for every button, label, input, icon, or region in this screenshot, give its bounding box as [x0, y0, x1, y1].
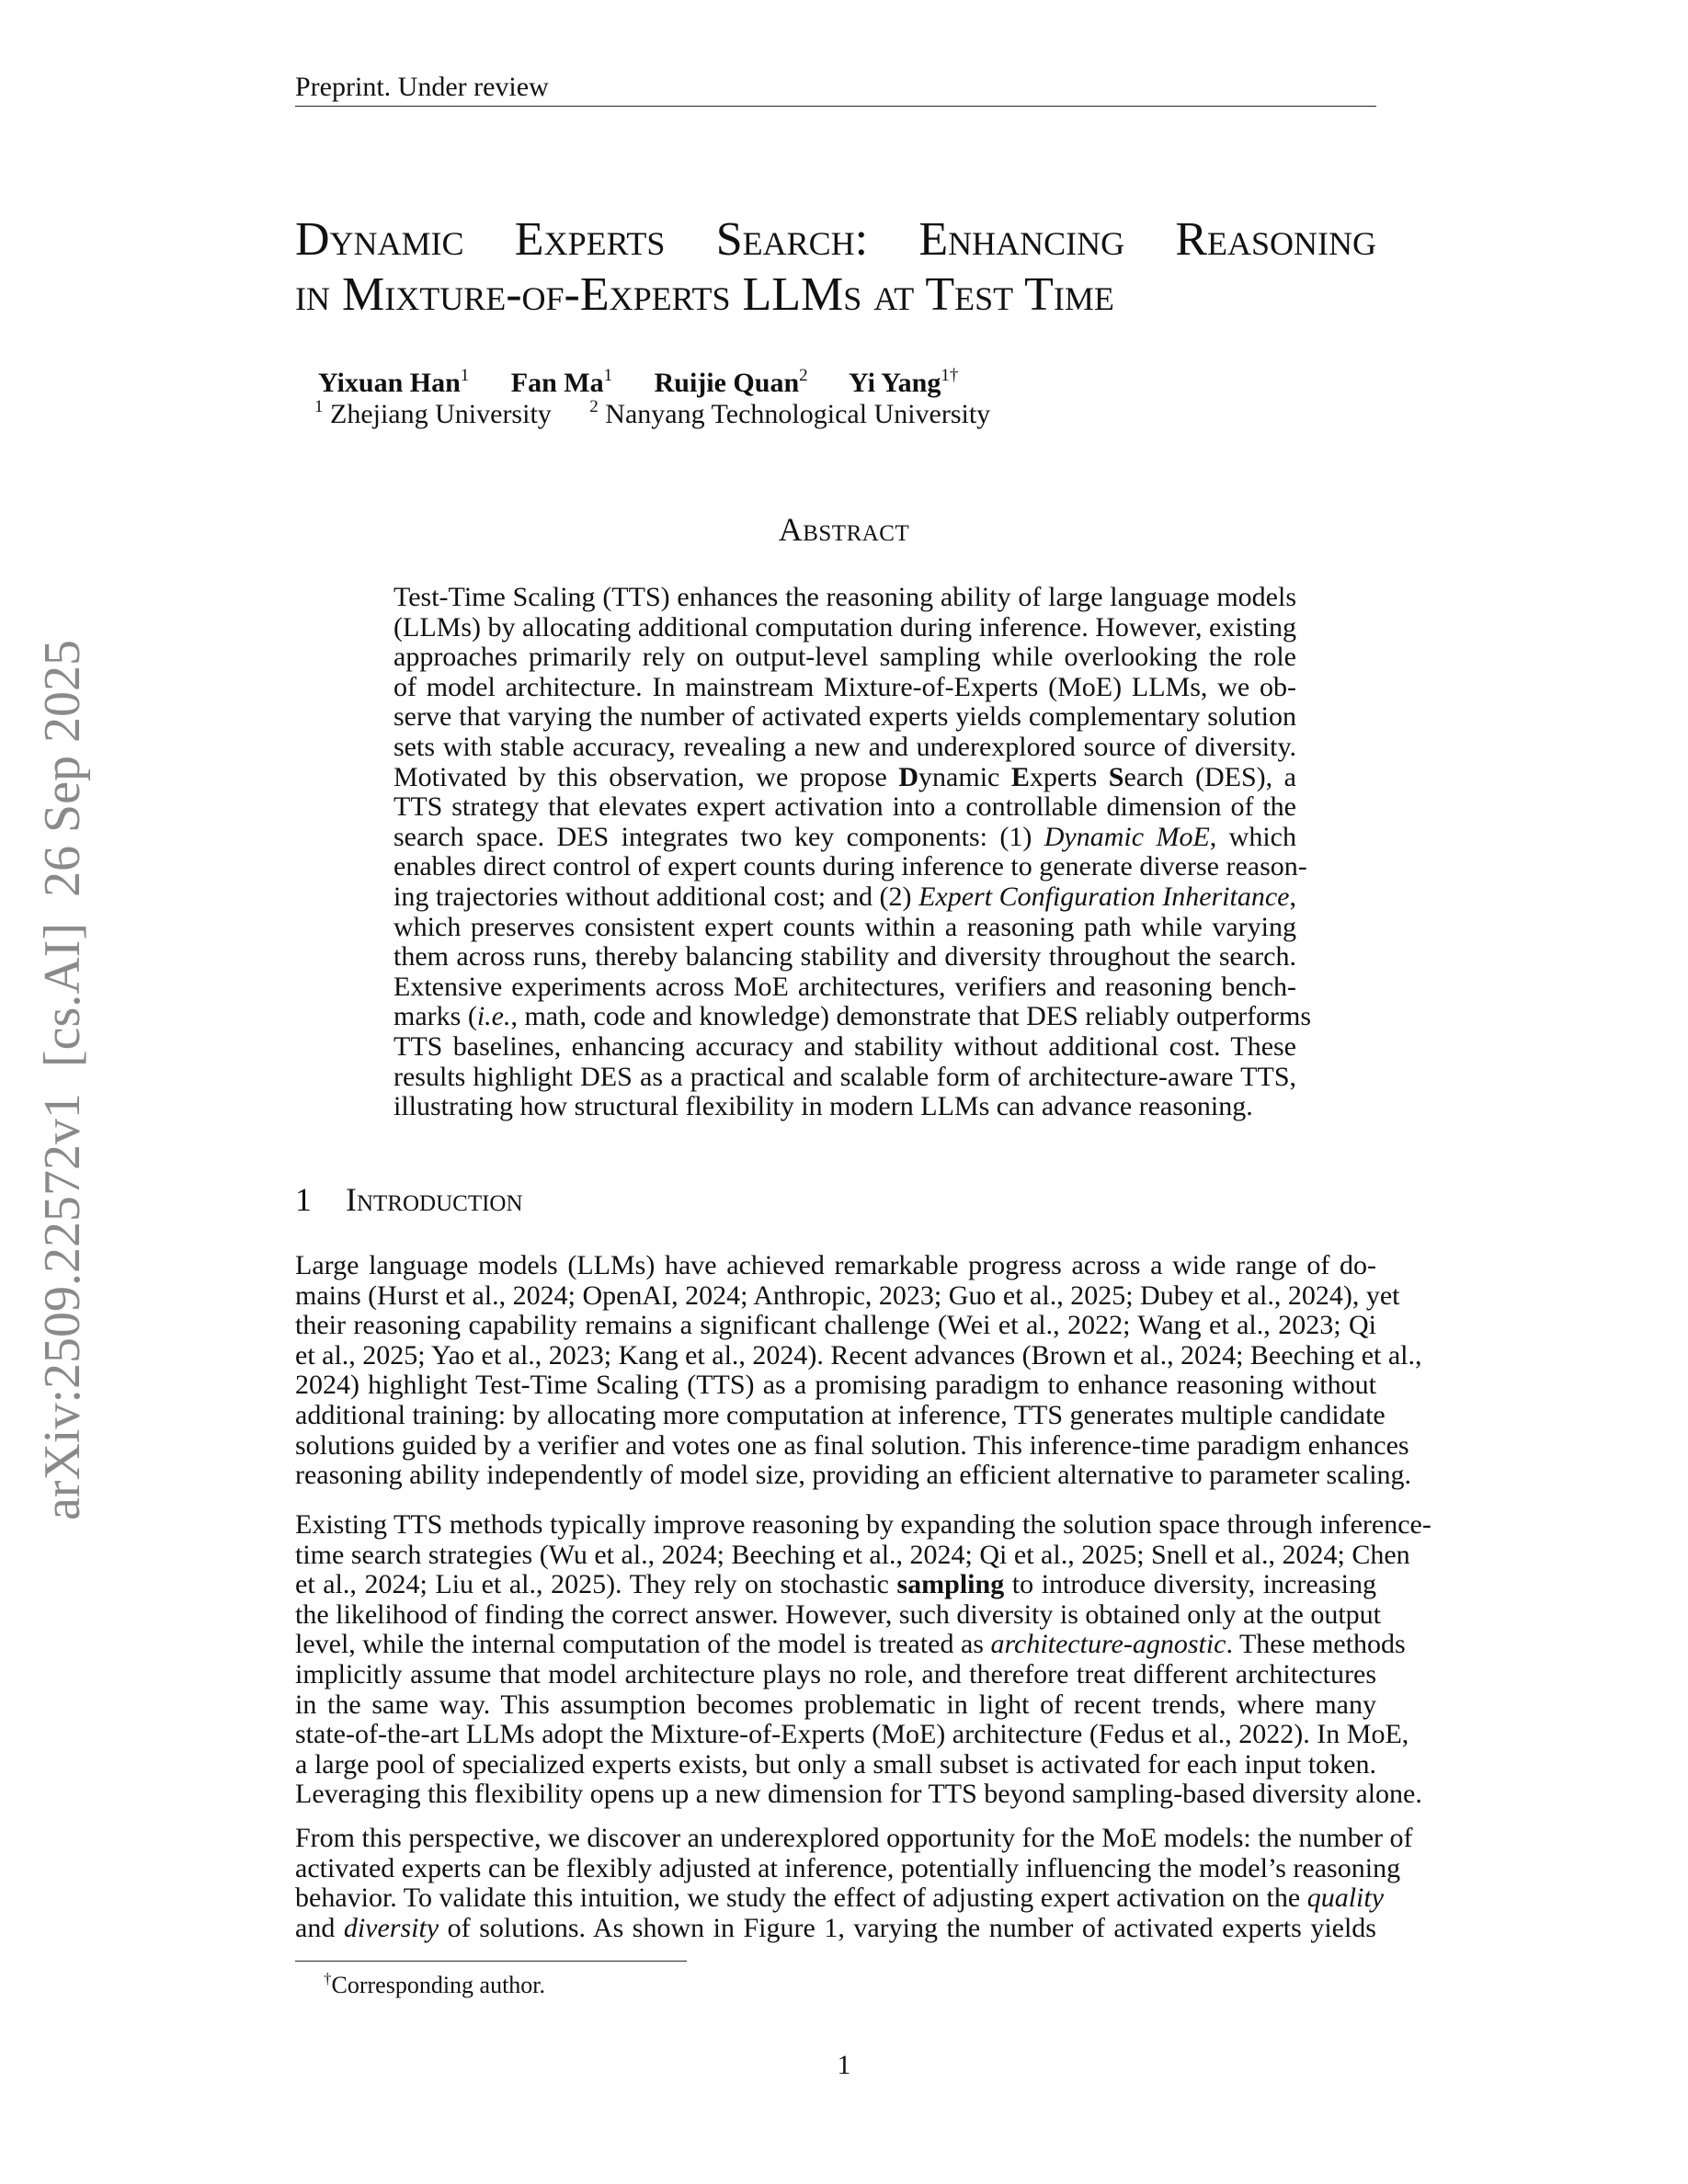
author [849, 368, 958, 398]
affiliation [314, 399, 552, 429]
italic-text: Dynamic MoE [1044, 821, 1210, 852]
author-name: Yixuan Han [318, 368, 461, 398]
text-run: Extensive experiments across MoE architectures, verifiers and reasoning bench- [393, 971, 1296, 1002]
paper-title-line-2: in Mixture-of-Experts LLMs at Test Time [295, 268, 1114, 321]
text-line [295, 1883, 1385, 1914]
text-line [393, 851, 1307, 882]
text-line [393, 1001, 1312, 1032]
text-line [393, 613, 1296, 643]
text-line [295, 1371, 1376, 1401]
section-title: Introduction [346, 1181, 523, 1218]
affiliation [589, 399, 990, 429]
text-run: Leveraging this flexibility opens up a new dimension for TTS beyond sampling-based diversity alone. [295, 1779, 1422, 1810]
text-line [295, 1280, 1400, 1312]
text-run: which preserves consistent expert counts within a reasoning path while varying [393, 911, 1296, 942]
text-line [393, 823, 1296, 853]
paper-title-line-1: Dynamic Experts Search: Enhancing Reasoning [295, 213, 1376, 266]
text-run: (LLMs) by allocating additional computation during inference. However, existing [393, 611, 1296, 643]
body-paragraph [295, 1509, 1431, 1810]
text-line [393, 1063, 1296, 1093]
text-run: implicitly assume that model architecture plays no role, and therefore treat different architectures [295, 1658, 1376, 1689]
italic-text: architecture-agnostic [990, 1629, 1226, 1660]
text-run: Large language models (LLMs) have achieved remarkable progress across a wide range of do- [295, 1250, 1376, 1280]
abstract-heading: Abstract [778, 511, 910, 548]
text-line [393, 673, 1296, 703]
author-name: Ruijie Quan [654, 368, 800, 398]
text-run: of model architecture. In mainstream Mixture-of-Experts (MoE) LLMs, we ob- [393, 671, 1296, 702]
text-run: et al., 2024; Liu et al., 2025). They rely on stochastic [295, 1569, 897, 1600]
text-run: solutions guided by a verifier and votes one as final solution. This inference-time paradigm enhances [295, 1429, 1409, 1461]
text-line [393, 792, 1296, 823]
text-run: and [295, 1912, 344, 1943]
text-run: , which [1209, 821, 1296, 852]
text-run: Motivated by this observation, we propose [393, 761, 899, 792]
text-run: earch (DES), a [1123, 761, 1296, 792]
abstract-body [393, 582, 1312, 1122]
text-run: ynamic [918, 761, 1011, 792]
text-line [393, 763, 1296, 793]
text-run: search space. DES integrates two key components: (1) [393, 821, 1044, 852]
text-run: level, while the internal computation of the model is treated as [295, 1629, 991, 1660]
author [318, 368, 469, 398]
bold-text: S [1108, 761, 1124, 792]
text-run: to introduce diversity, increasing [1004, 1569, 1376, 1600]
text-run: 2024) highlight Test-Time Scaling (TTS) as a promising paradigm to enhance reasoning without [295, 1370, 1376, 1401]
section-number: 1 [295, 1181, 312, 1218]
affiliation-mark: 2 [589, 397, 599, 416]
author-affiliation-mark: 1 [460, 366, 470, 385]
footnote-rule [295, 1961, 687, 1962]
text-line [393, 973, 1296, 1003]
text-line [295, 1311, 1376, 1341]
text-line [393, 702, 1296, 733]
text-run: reasoning ability independently of model size, providing an efficient alternative to parameter scaling. [295, 1460, 1412, 1491]
text-run: serve that varying the number of activated experts yields complementary solution [393, 701, 1296, 733]
text-run: ing trajectories without additional cost; and (2) [393, 881, 919, 912]
author-name: Fan Ma [510, 368, 604, 398]
text-line [295, 1339, 1422, 1371]
text-line [295, 1719, 1409, 1750]
text-line [393, 643, 1296, 673]
text-run: mains (Hurst et al., 2024; OpenAI, 2024; Anthropic, 2023; Guo et al., 2025; Dubey et al., 2024), yet [295, 1280, 1400, 1311]
text-run: From this perspective, we discover an underexplored opportunity for the MoE models: the number of [295, 1823, 1413, 1853]
italic-text: quality [1306, 1883, 1385, 1914]
running-header: Preprint. Under review [295, 72, 549, 102]
text-run: Test-Time Scaling (TTS) enhances the reasoning ability of large language models [393, 582, 1296, 612]
text-line [295, 1660, 1376, 1690]
text-line [295, 1690, 1376, 1721]
text-run: results highlight DES as a practical and scalable form of architecture-aware TTS, [393, 1061, 1296, 1092]
text-line [393, 882, 1296, 913]
text-line [393, 942, 1296, 973]
text-line [295, 1539, 1410, 1571]
header-rule [295, 106, 1376, 107]
text-run: marks ( [393, 1001, 477, 1032]
body-paragraph [295, 1250, 1422, 1491]
text-run: time search strategies (Wu et al., 2024; Beeching et al., 2024; Qi et al., 2025; Snell et al., 2024; Chen [295, 1539, 1410, 1570]
text-run: them across runs, thereby balancing stability and diversity throughout the search. [393, 941, 1296, 973]
footnote [324, 1972, 545, 1999]
footnote-text: Corresponding author. [331, 1972, 546, 1998]
text-run: illustrating how structural flexibility in modern LLMs can advance reasoning. [393, 1091, 1253, 1122]
text-line [393, 733, 1296, 763]
text-run: , [1289, 881, 1296, 912]
text-line [295, 1779, 1422, 1810]
text-line [295, 1598, 1382, 1631]
section-heading-introduction [295, 1181, 523, 1218]
text-line [393, 583, 1296, 613]
text-line [295, 1629, 1406, 1660]
affiliation-name: Zhejiang University [330, 399, 552, 429]
text-run: , math, code and knowledge) demonstrate that DES reliably outperforms [510, 1001, 1312, 1032]
bold-text: E [1010, 761, 1030, 792]
text-run: in the same way. This assumption becomes problematic in light of recent trends, where many [295, 1689, 1376, 1720]
text-run: their reasoning capability remains a significant challenge (Wei et al., 2022; Wang et al., 2023; Qi [295, 1310, 1376, 1341]
author-affiliation-mark: 2 [799, 366, 808, 385]
bold-text: D [898, 761, 919, 792]
text-line [295, 1460, 1412, 1491]
text-line [295, 1750, 1376, 1780]
italic-text: i.e. [476, 1001, 511, 1032]
text-run: xperts [1029, 761, 1109, 792]
text-line [295, 1914, 1376, 1944]
text-run: of solutions. As shown in Figure 1, varying the number of activated experts yields [439, 1912, 1376, 1943]
text-line [295, 1251, 1376, 1281]
affiliation-list [314, 399, 990, 430]
text-run: behavior. To validate this intuition, we study the effect of adjusting expert activation on the [295, 1883, 1307, 1914]
text-run: a large pool of specialized experts exists, but only a small subset is activated for each input token. [295, 1748, 1376, 1780]
text-line [393, 1032, 1296, 1063]
footnote-mark: † [324, 1970, 332, 1987]
author-list [318, 368, 958, 399]
text-run: . These methods [1226, 1629, 1406, 1660]
author [655, 368, 808, 398]
affiliation-mark: 1 [314, 397, 324, 416]
body-paragraph [295, 1823, 1413, 1943]
text-run: the likelihood of finding the correct answer. However, such diversity is obtained only at the output [295, 1598, 1382, 1630]
italic-text: diversity [343, 1912, 439, 1943]
text-line [295, 1823, 1413, 1854]
bold-text: sampling [896, 1569, 1005, 1600]
author [511, 368, 612, 398]
text-line [295, 1509, 1431, 1541]
affiliation-name: Nanyang Technological University [605, 399, 991, 429]
arxiv-identifier-stamp: arXiv:2509.22572v1 [cs.AI] 26 Sep 2025 [34, 639, 91, 1521]
text-run: state-of-the-art LLMs adopt the Mixture-of-Experts (MoE) architecture (Fedus et al., 2022). In MoE, [295, 1719, 1409, 1750]
text-line [295, 1429, 1409, 1462]
author-affiliation-mark: 1 [603, 366, 613, 385]
author-name: Yi Yang [849, 368, 941, 398]
page-number: 1 [837, 2050, 851, 2080]
text-run: activated experts can be flexibly adjusted at inference, potentially influencing the model’s reasoning [295, 1852, 1401, 1883]
text-line [295, 1570, 1376, 1600]
text-line [393, 1092, 1296, 1122]
text-run: TTS baselines, enhancing accuracy and stability without additional cost. These [393, 1030, 1296, 1062]
text-line [295, 1852, 1401, 1884]
text-run: et al., 2025; Yao et al., 2023; Kang et al., 2024). Recent advances (Brown et al., 2024; Beeching et al., [295, 1339, 1422, 1371]
italic-text: Expert Configuration Inheritance [918, 881, 1290, 912]
text-run: approaches primarily rely on output-level sampling while overlooking the role [393, 642, 1296, 673]
author-affiliation-mark: 1† [941, 366, 959, 385]
text-run: additional training: by allocating more computation at inference, TTS generates multiple candidate [295, 1399, 1386, 1430]
text-run: TTS strategy that elevates expert activation into a controllable dimension of the [393, 791, 1296, 823]
text-run: enables direct control of expert counts during inference to generate diverse reason- [393, 851, 1307, 882]
text-line [393, 913, 1296, 943]
text-run: Existing TTS methods typically improve reasoning by expanding the solution space through inference- [295, 1509, 1431, 1540]
text-line [295, 1399, 1386, 1431]
text-run: sets with stable accuracy, revealing a new and underexplored source of diversity. [393, 731, 1296, 762]
